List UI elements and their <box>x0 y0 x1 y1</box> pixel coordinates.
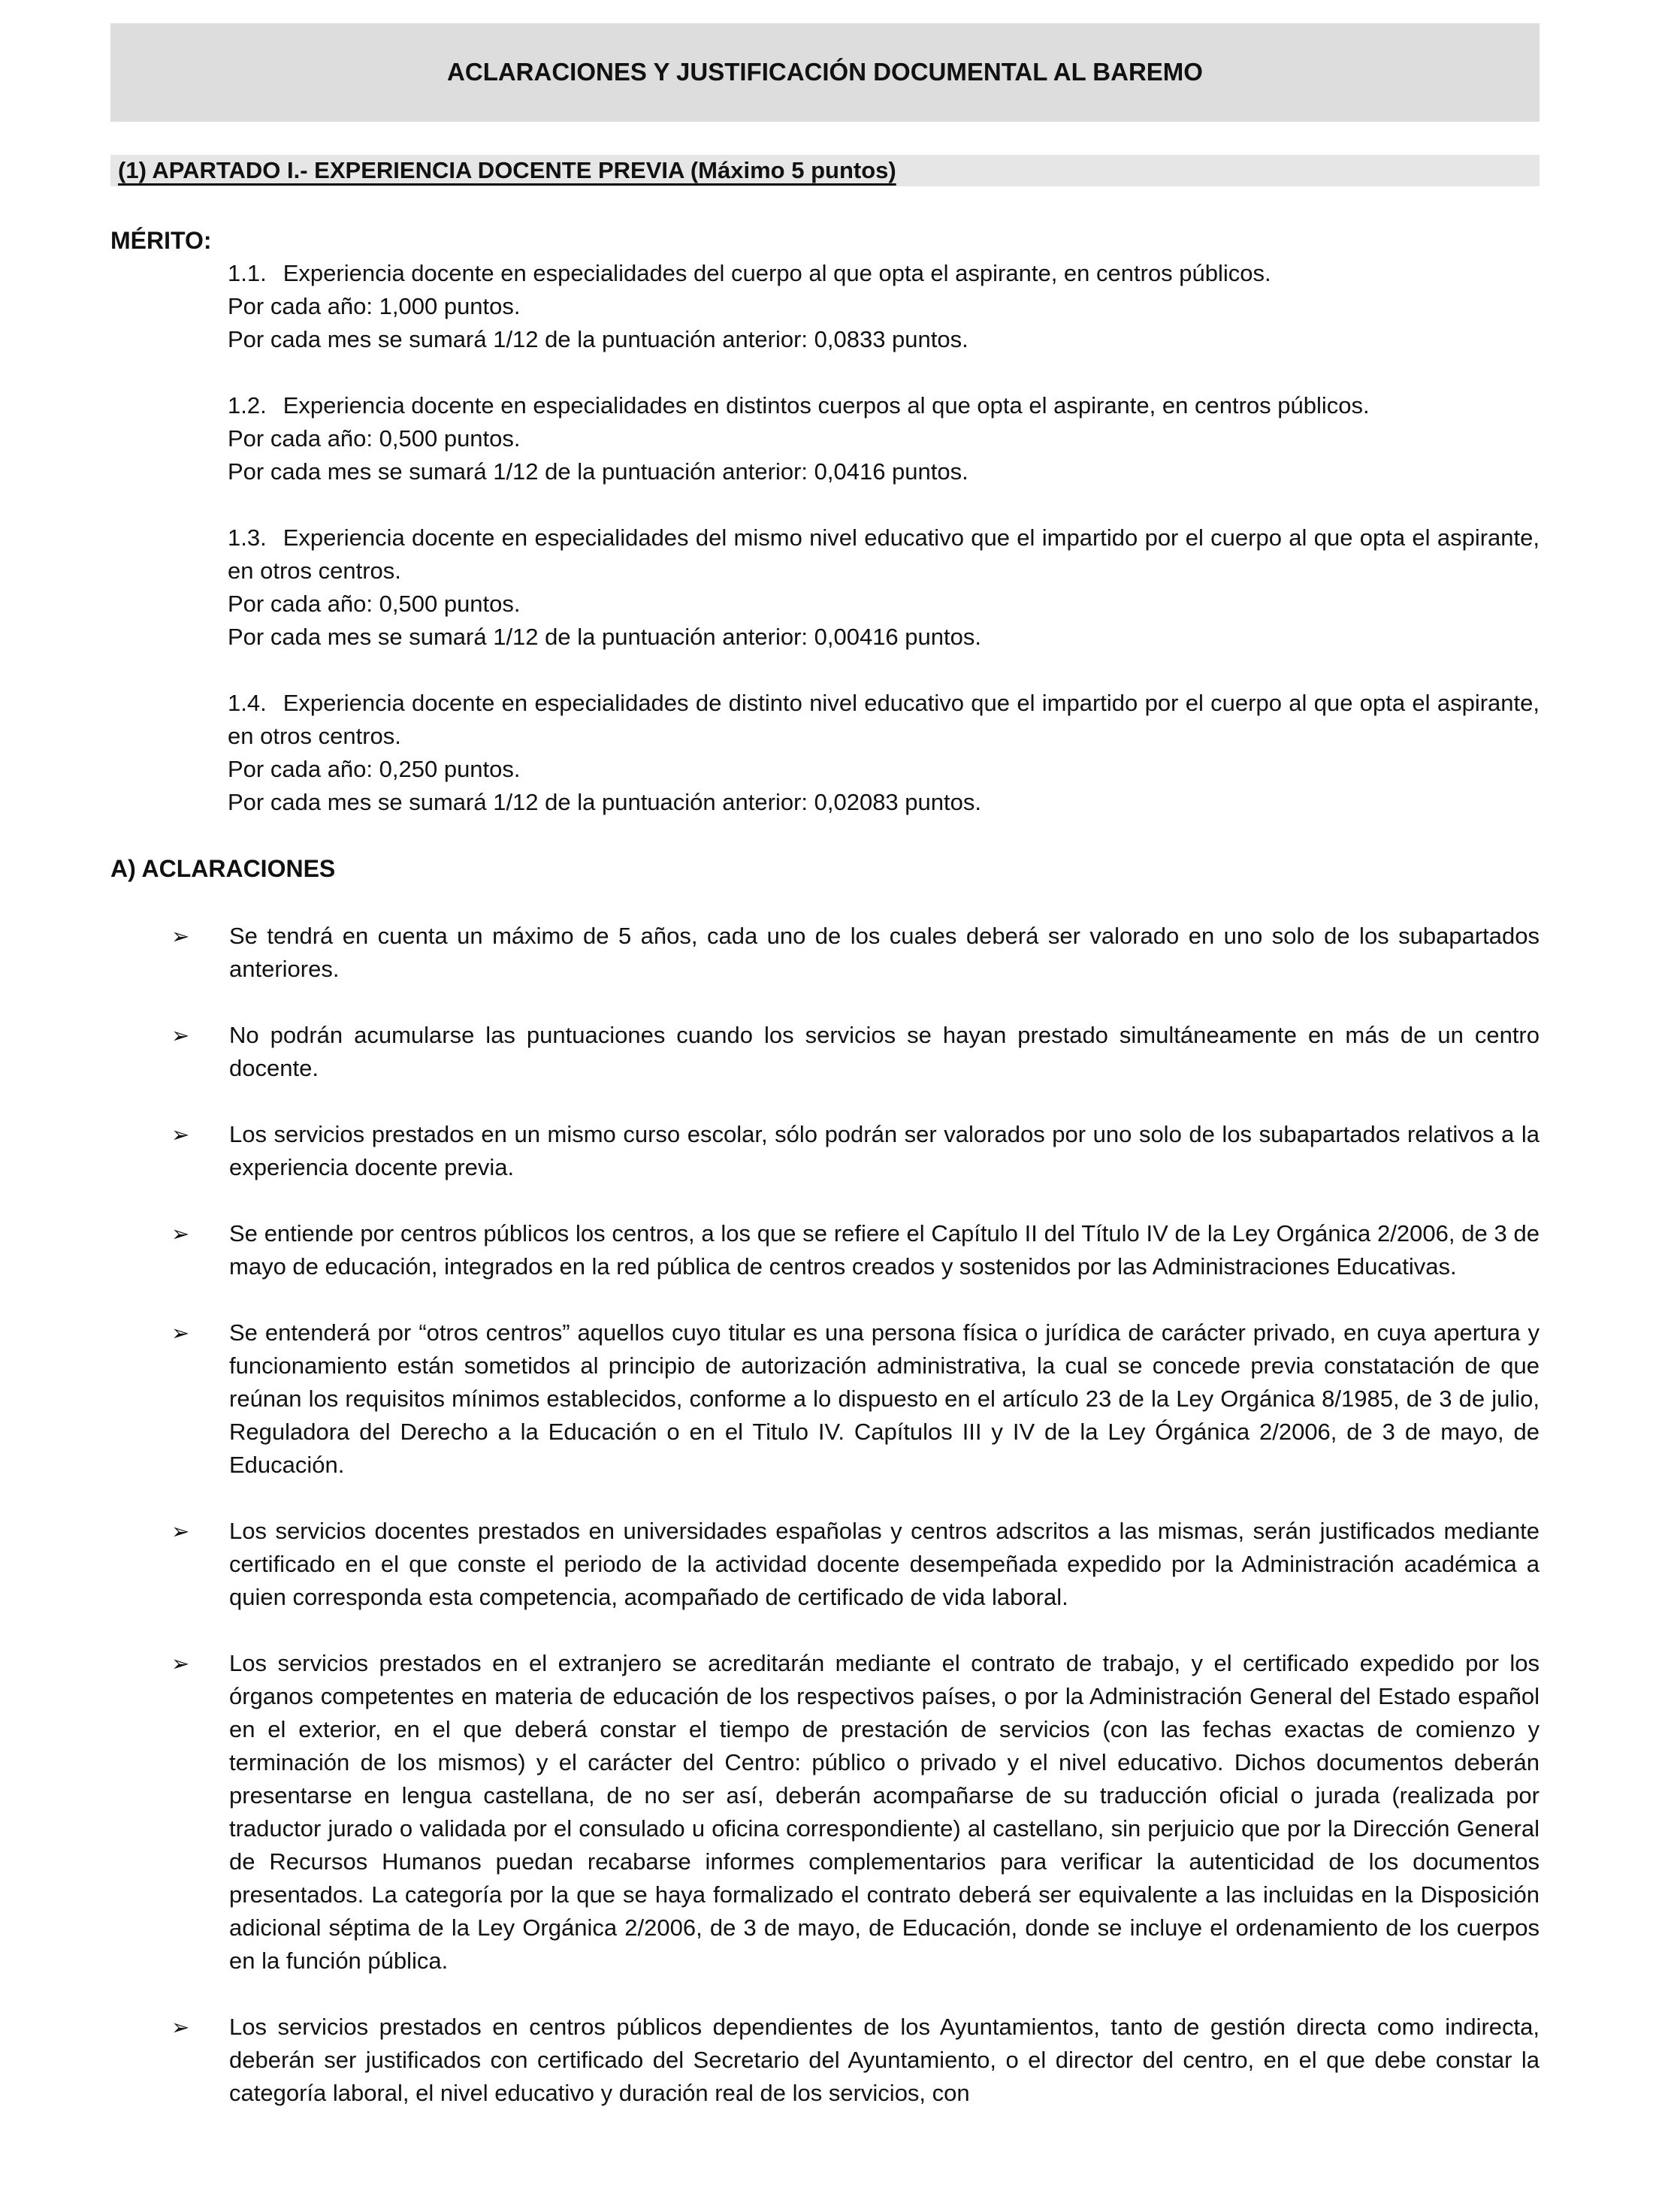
section-heading-bar <box>110 155 1540 186</box>
merit-item-number: 1.3. <box>228 524 267 551</box>
merit-list <box>110 257 1540 819</box>
arrow-bullet-icon: ➢ <box>171 1320 190 1346</box>
merit-item-main <box>228 257 1540 290</box>
section-heading: (1) APARTADO I.- EXPERIENCIA DOCENTE PREVIA (Máximo 5 puntos) <box>118 157 896 183</box>
merit-item-1-4 <box>228 687 1540 819</box>
arrow-bullet-icon: ➢ <box>171 1023 190 1048</box>
arrow-bullet-icon: ➢ <box>171 1221 190 1247</box>
bullet-text: Los servicios prestados en el extranjero se acreditarán mediante el contrato de trabajo, y el certificado expedido por los órganos competentes en materia de educación de los respectivos países, o por la Administración General del Estado español en el exterior, en el que deberá constar el tiempo de prestación de servicios (con las fechas exactas de comienzo y terminación de los mismos) y el carácter del Centro: público o privado y el nivel educativo. Dichos documentos deberán presentarse en lengua castellana, de no ser así, deberán acompañarse de su traducción oficial o jurada (realizada por traductor jurado o validada por el consulado u oficina correspondiente) al castellano, sin perjuicio que por la Dirección General de Recursos Humanos puedan recabarse informes complementarios para verificar la autenticidad de los documentos presentados. La categoría por la que se haya formalizado el contrato deberá ser equivalente a las incluidas en la Disposición adicional séptima de la Ley Orgánica 2/2006, de 3 de mayo, de Educación, donde se incluye el ordenamiento de los cuerpos en la función pública. <box>229 1650 1540 1974</box>
arrow-bullet-icon: ➢ <box>171 1122 190 1147</box>
merit-per-year: Por cada año: 1,000 puntos. <box>228 293 521 319</box>
aclaraciones-heading: A) ACLARACIONES <box>110 855 336 882</box>
merit-item-main <box>228 687 1540 753</box>
list-item <box>110 1019 1540 1085</box>
document-title-box <box>110 23 1540 122</box>
bullet-text: Se entiende por centros públicos los centros, a los que se refiere el Capítulo II del Título IV de la Ley Orgánica 2/2006, de 3 de mayo de educación, integrados en la red pública de centros creados y sostenidos por las Administraciones Educativas. <box>229 1220 1540 1280</box>
merit-per-year: Por cada año: 0,500 puntos. <box>228 591 521 617</box>
merit-item-number: 1.1. <box>228 260 267 286</box>
merit-item-text: Experiencia docente en especialidades en distintos cuerpos al que opta el aspirante, en centros públicos. <box>283 392 1370 419</box>
aclaraciones-list <box>110 920 1540 2110</box>
merit-item-text: Experiencia docente en especialidades del cuerpo al que opta el aspirante, en centros públicos. <box>283 260 1271 286</box>
bullet-text: Los servicios prestados en centros públicos dependientes de los Ayuntamientos, tanto de gestión directa como indirecta, deberán ser justificados con certificado del Secretario del Ayuntamiento, o el director del centro, en el que debe constar la categoría laboral, el nivel educativo y duración real de los servicios, con <box>229 2014 1540 2106</box>
list-item <box>110 1316 1540 1482</box>
arrow-bullet-icon: ➢ <box>171 1651 190 1676</box>
merit-item-main <box>228 389 1540 422</box>
list-item <box>110 2011 1540 2110</box>
bullet-text: Los servicios prestados en un mismo curso escolar, sólo podrán ser valorados por uno solo de los subapartados relativos a la experiencia docente previa. <box>229 1121 1540 1180</box>
list-item <box>110 1515 1540 1614</box>
merit-per-month: Por cada mes se sumará 1/12 de la puntuación anterior: 0,02083 puntos. <box>228 789 981 815</box>
merit-item-1-2 <box>228 389 1540 488</box>
merit-per-month: Por cada mes se sumará 1/12 de la puntuación anterior: 0,00416 puntos. <box>228 624 981 650</box>
merit-per-month: Por cada mes se sumará 1/12 de la puntuación anterior: 0,0833 puntos. <box>228 326 968 352</box>
merit-item-number: 1.4. <box>228 690 267 716</box>
list-item <box>110 920 1540 986</box>
bullet-text: No podrán acumularse las puntuaciones cuando los servicios se hayan prestado simultáneamente en más de un centro docente. <box>229 1022 1540 1081</box>
merit-item-1-3 <box>228 521 1540 654</box>
arrow-bullet-icon: ➢ <box>171 2014 190 2040</box>
arrow-bullet-icon: ➢ <box>171 1518 190 1544</box>
merit-item-main <box>228 521 1540 588</box>
document-title: ACLARACIONES Y JUSTIFICACIÓN DOCUMENTAL AL BAREMO <box>447 58 1203 86</box>
list-item <box>110 1118 1540 1184</box>
merito-heading: MÉRITO: <box>110 227 212 254</box>
list-item <box>110 1647 1540 1978</box>
bullet-text: Se tendrá en cuenta un máximo de 5 años, cada uno de los cuales deberá ser valorado en uno solo de los subapartados anteriores. <box>229 923 1540 982</box>
merit-item-text: Experiencia docente en especialidades de distinto nivel educativo que el impartido por el cuerpo al que opta el aspirante, en otros centros. <box>228 690 1540 749</box>
merit-item-1-1 <box>228 257 1540 356</box>
merit-item-number: 1.2. <box>228 392 267 419</box>
bullet-text: Se entenderá por “otros centros” aquellos cuyo titular es una persona física o jurídica de carácter privado, en cuya apertura y funcionamiento están sometidos al principio de autorización administrativa, la cual se concede previa constatación de que reúnan los requisitos mínimos establecidos, conforme a lo dispuesto en el artículo 23 de la Ley Orgánica 8/1985, de 3 de julio, Reguladora del Derecho a la Educación o en el Titulo IV. Capítulos III y IV de la Ley Órgánica 2/2006, de 3 de mayo, de Educación. <box>229 1319 1540 1478</box>
arrow-bullet-icon: ➢ <box>171 923 190 949</box>
merit-per-month: Por cada mes se sumará 1/12 de la puntuación anterior: 0,0416 puntos. <box>228 458 968 485</box>
merit-item-text: Experiencia docente en especialidades del mismo nivel educativo que el impartido por el cuerpo al que opta el aspirante, en otros centros. <box>228 524 1540 584</box>
merit-per-year: Por cada año: 0,500 puntos. <box>228 425 521 452</box>
bullet-text: Los servicios docentes prestados en universidades españolas y centros adscritos a las mismas, serán justificados mediante certificado en el que conste el periodo de la actividad docente desempeñada expedido por la Administración académica a quien corresponda esta competencia, acompañado de certificado de vida laboral. <box>229 1518 1540 1610</box>
list-item <box>110 1217 1540 1283</box>
merit-per-year: Por cada año: 0,250 puntos. <box>228 756 521 782</box>
